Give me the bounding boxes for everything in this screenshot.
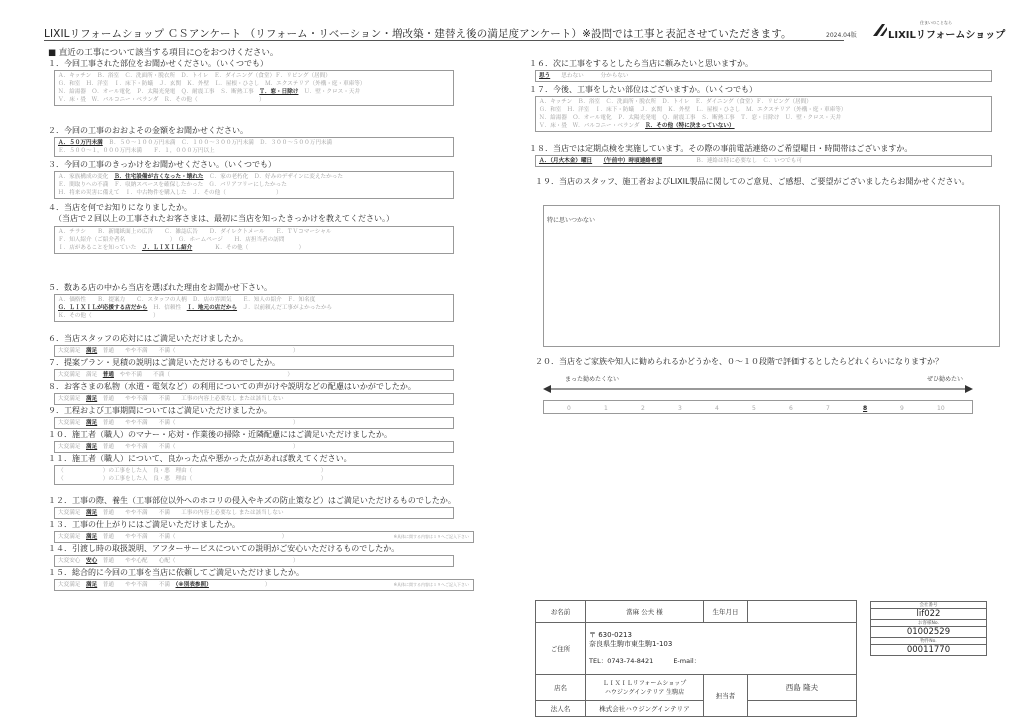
q17-option-line — [539, 106, 988, 114]
q5-label: ５．数ある店の中から当店を選ばれた理由をお聞かせ下さい。 — [48, 283, 272, 292]
q4-sublabel: （当店で２回以上の工事されたお客さまは、最初に当店を知ったきっかけを教えてください。） — [54, 214, 394, 223]
q20-label: ２０．当店をご家族や知人に勧められるかどうかを、０～１０段階で評価するとしたらどれくらいになりますか？ — [535, 357, 943, 366]
q14-label: １４．引渡し時の取扱説明、アフターサービスについての説明がご安心いただけるものでしたか。 — [48, 544, 400, 553]
comment-answer: 特に思いつかない — [547, 217, 596, 224]
selected-option[interactable]: 満足 — [85, 510, 98, 516]
birth-label: 生年月日 — [704, 601, 748, 623]
customer-info-table — [535, 600, 857, 717]
option-text[interactable]: Ｖ．床・畳 Ｗ．バルコニー・ベランダ — [539, 123, 646, 129]
name-value: 當麻 公夫 様 — [586, 601, 704, 623]
scale-tick[interactable]: 3 — [678, 405, 682, 412]
q4-option-line — [58, 244, 450, 252]
option-text[interactable]: 大変満足 — [58, 534, 86, 540]
scale-left-label: まった勧めたくない — [565, 376, 620, 383]
scale-tick[interactable]: 5 — [752, 405, 756, 412]
q10-option-line — [58, 443, 450, 451]
customer-no-label: お客様No. — [871, 620, 986, 627]
option-text[interactable]: Ａ．価格性 Ｂ．提案力 Ｃ．スタッフの人柄 Ｄ．店の雰囲気 Ｅ．知人の紹介 Ｆ．知名度 — [58, 297, 316, 303]
selected-option[interactable]: 満足 — [85, 420, 98, 426]
lixil-logo — [872, 20, 1006, 41]
q13-label: １３．工事の仕上がりにはご満足いただけましたか。 — [48, 520, 240, 529]
q3-option-line — [58, 181, 450, 189]
option-text[interactable]: Ａ．キッチン Ｂ．浴室 Ｃ．洗面所・脱衣所 Ｄ．トイレ Ｅ．ダイニング（食堂）Ｆ．リビング（居間） — [58, 73, 331, 79]
q4-label: ４．当店を何でお知りになりましたか。 — [48, 203, 192, 212]
birth-value — [748, 601, 857, 623]
option-text[interactable]: Ａ．家族構成の変化 — [58, 174, 114, 180]
scale-tick[interactable]: 0 — [567, 405, 571, 412]
option-text[interactable]: Ｅ．間取りへの不満 Ｆ．収納スペースを確保したかった Ｇ．バリアフリーにしたかった — [58, 182, 287, 188]
q1-option-line — [58, 96, 450, 104]
option-text[interactable]: Ｂ．５０～１００万円未満 Ｃ．１００～３００万円未満 Ｄ．３００～５００万円未満 — [102, 140, 333, 146]
q5-option-line — [58, 304, 450, 312]
q1-label: １．今回工事された部位をお聞かせください。（いくつでも） — [48, 59, 268, 68]
q19-label: １９．当店のスタッフ、施工者およびLIXIL製品に関してのご意見、ご感想、ご要望がございましたらお聞かせください。 — [535, 177, 970, 186]
address-value: 奈良県生駒市東生駒1-103 — [589, 640, 673, 648]
q13-answer-box — [54, 531, 474, 543]
option-text[interactable]: 大変満足 — [58, 510, 86, 516]
company-no-label: 会社番号 — [871, 602, 986, 609]
form-version: 2024.04版 — [826, 32, 857, 39]
option-text[interactable]: Ｇ．和室 Ｈ．洋室 Ｉ．床下・防蟻 Ｊ．玄関 Ｋ．外壁 Ｌ．屋根・ひさし Ｍ．エクステリア（外構・庭・車庫等） — [58, 81, 366, 87]
option-text[interactable]: Ｕ．壁・クロス・天井 — [298, 89, 360, 95]
option-text[interactable]: Ａ．キッチン Ｂ．浴室 Ｃ．洗面所・脱衣所 Ｄ．トイレ Ｅ．ダイニング（食堂）Ｆ．リビング（居間） — [539, 99, 812, 105]
q13-note: ※具体に関する内容は１９へご記入下さい — [393, 534, 469, 539]
q9-label: ９．工程および工事期間についてはご満足いただけましたか。 — [48, 406, 272, 415]
option-text[interactable]: 思わない 分からない — [550, 73, 629, 79]
option-text[interactable]: 普通 やや不満 不満（ ） — [97, 348, 299, 354]
option-text[interactable]: 大変満足 — [58, 420, 86, 426]
q14-answer-box — [54, 555, 454, 567]
q6-answer-box — [54, 345, 454, 357]
selected-option[interactable]: 満足 — [85, 348, 98, 354]
option-text[interactable]: Ｋ．その他（ ） — [192, 245, 305, 251]
q11-answer-box — [54, 465, 454, 485]
logo-name: LIXILリフォームショップ — [888, 30, 1006, 41]
selected-option[interactable]: Ａ．（月火木金）曜日 — [539, 158, 593, 164]
q3-answer-box — [54, 171, 454, 199]
q1-option-line — [58, 80, 450, 88]
customer-no-value: 01002529 — [871, 627, 986, 638]
option-text[interactable]: Ｃ．家の老朽化 Ｄ．好みのデザインに変えたかった — [203, 174, 343, 180]
q6-label: ６．当店スタッフの応対にはご満足いただけましたか。 — [48, 334, 248, 343]
q4-option-line — [58, 228, 450, 236]
q10-label: １０．施工者（職人）のマナー・応対・作業後の掃除・近隣配慮にはご満足いただけましたか。 — [48, 430, 392, 439]
q11-option-line — [58, 475, 450, 483]
option-text[interactable]: Ｎ．給湯器 Ｏ．オール電化 Ｐ．太陽光発電 Ｑ．耐震工事 Ｓ．断熱工事 — [58, 89, 260, 95]
option-text[interactable]: 大変安心 — [58, 558, 86, 564]
option-text[interactable]: Ｋ．その他（ ） — [58, 313, 159, 319]
selected-option[interactable]: 満足 — [85, 534, 98, 540]
q5-option-line — [58, 296, 450, 304]
q2-answer-box — [54, 137, 454, 157]
title-rule — [44, 40, 844, 41]
scale-tick[interactable]: 7 — [826, 405, 830, 412]
q3-label: ３．今回の工事のきっかけをお聞かせください。（いくつでも） — [48, 160, 276, 169]
scale-tick[interactable]: 8 — [863, 405, 868, 412]
selected-option[interactable]: Ｊ．ＬＩＸＩＬ紹介 — [141, 245, 193, 251]
option-text[interactable]: やや不満 不満（ ） — [113, 372, 293, 378]
q15-answer-box — [54, 579, 474, 591]
scale-tick[interactable]: 4 — [715, 405, 719, 412]
selected-option[interactable]: （※別表参照） — [175, 582, 209, 588]
q17-option-line — [539, 122, 988, 130]
scale-tick[interactable]: 1 — [604, 405, 608, 412]
option-text[interactable]: 普通 やや心配 心配（ ） — [97, 558, 299, 564]
option-text[interactable]: （ ）の工事をした人 良・悪 理由（ ） — [58, 468, 327, 474]
address-label: ご住所 — [536, 623, 586, 675]
store-line2: ハウジングインテリア 生駒店 — [604, 688, 685, 696]
selected-option[interactable]: 満足 — [85, 396, 98, 402]
selected-option[interactable]: Ｂ．住宅設備が古くなった・壊れた — [113, 174, 204, 180]
scale-tick[interactable]: 9 — [900, 405, 904, 412]
q1-option-line — [58, 88, 450, 96]
code-block — [870, 601, 987, 656]
option-text[interactable]: Ｈ．将来の災害に備えて Ｉ．中古物件を購入した Ｊ．その他（ ） — [58, 190, 282, 196]
q17-option-line — [539, 98, 988, 106]
option-text[interactable]: 普通 やや不満 不満 工事の内容上必要なし または該当しない — [97, 510, 284, 516]
q18-answer-box — [535, 155, 992, 167]
property-no-value: 00011770 — [871, 645, 986, 656]
section-heading: ■ 直近の工事について該当する項目に○をおつけください。 — [48, 48, 279, 58]
selected-option[interactable]: 思う — [539, 73, 551, 79]
option-text[interactable] — [592, 158, 603, 164]
q17-label: １７．今後、工事をしたい部位はございますか。（いくつでも） — [529, 85, 757, 94]
q10-answer-box — [54, 441, 454, 453]
scale-tick[interactable]: 6 — [789, 405, 793, 412]
q5-option-line — [58, 312, 450, 320]
q12-label: １２．工事の際、養生（工事部位以外へのホコリの侵入やキズの防止策など）はご満足いただけるものでしたか。 — [48, 496, 456, 505]
scale-arrow — [543, 384, 973, 394]
q16-label: １６．次に工事をするとしたら当店に頼みたいと思いますか。 — [529, 59, 753, 68]
selected-option[interactable]: Ｔ．窓・日除け — [259, 89, 299, 95]
q3-option-line — [58, 189, 450, 197]
q12-answer-box — [54, 507, 454, 519]
option-text[interactable]: 大変満足 — [58, 582, 86, 588]
q15-label: １５．総合的に今回の工事を当店に依頼してご満足いただけましたか。 — [48, 568, 304, 577]
q17-option-line — [539, 114, 988, 122]
q2-option-line — [58, 139, 450, 147]
corp-label: 法人名 — [536, 701, 586, 717]
q8-label: ８．お客さまの私物（水道・電気など）の利用についての声がけや説明などの配慮はいかがでしたか。 — [48, 382, 416, 391]
company-no-value: lif022 — [871, 609, 986, 620]
q11-option-line — [58, 467, 450, 475]
option-text[interactable]: 普通 やや不満 不満（ ） — [97, 444, 299, 450]
corp-blank — [748, 701, 857, 717]
corp-value: 株式会社ハウジングインテリア — [586, 701, 704, 717]
option-text[interactable]: 大変満足 — [58, 396, 86, 402]
option-text[interactable]: Ａ．チラシ Ｂ．新聞紙面上の広告 Ｃ．雑誌広告 Ｄ．ダイレクトメール Ｅ．ＴＶコマーシャル — [58, 229, 332, 235]
selected-option[interactable]: （午前中）時頃連絡希望 — [603, 158, 663, 164]
option-text[interactable]: （ ）の工事をした人 良・悪 理由（ ） — [58, 476, 327, 482]
q7-label: ７．提案プラン・見積の説明はご満足いただけるものでしたか。 — [48, 358, 280, 367]
scale-tick[interactable]: 10 — [937, 405, 945, 412]
selected-option[interactable]: 安心 — [85, 558, 98, 564]
swoosh-icon — [872, 23, 888, 37]
selected-option[interactable]: Ｒ．その他（特に決まっていない） — [645, 123, 735, 129]
q11-label: １１．施工者（職人）について、良かった点や悪かった点があれば教えてください。 — [48, 454, 352, 463]
q4-answer-box — [54, 226, 454, 254]
q16-answer-box — [535, 70, 992, 82]
selected-option[interactable]: 満足 — [85, 582, 98, 588]
option-text[interactable]: Ｈ．信頼性 — [147, 305, 187, 311]
option-text[interactable]: Ｎ．給湯器 Ｏ．オール電化 Ｐ．太陽光発電 Ｑ．耐震工事 Ｓ．断熱工事 Ｔ．窓・日除け Ｕ．壁・クロス・天井 — [539, 115, 841, 121]
selected-option[interactable]: Ａ．５０万円未満 — [58, 140, 103, 146]
selected-option[interactable]: 満足 — [85, 444, 98, 450]
q8-answer-box — [54, 393, 454, 405]
selected-option[interactable]: 普通 — [102, 372, 114, 378]
postal-code: 〒 630-0213 — [589, 631, 632, 639]
staff-label: 担当者 — [704, 675, 748, 717]
option-text[interactable]: 普通 やや不満 不満（ ） — [97, 420, 299, 426]
option-text[interactable]: 普通 やや不満 不満（ ） — [97, 534, 288, 540]
option-text[interactable]: 大変満足 満足 — [58, 372, 103, 378]
q7-answer-box — [54, 369, 454, 381]
q7-option-line — [58, 371, 450, 379]
option-text[interactable]: Ｇ．和室 Ｈ．洋室 Ｉ．床下・防蟻 Ｊ．玄関 Ｋ．外壁 Ｌ．屋根・ひさし Ｍ．エクステリア（外構・庭・車庫等） — [539, 107, 847, 113]
q4-option-line — [58, 236, 450, 244]
q15-note: ※具体に関する内容は１９へご記入下さい — [393, 582, 469, 587]
option-text[interactable]: ） — [208, 582, 271, 588]
store-line1: ＬＩＸＩＬリフォームショップ — [602, 679, 687, 687]
option-text[interactable]: Ｂ．連絡は特に必要なし Ｃ．いつでも可 — [662, 158, 802, 164]
store-label: 店名 — [536, 675, 586, 701]
q12-option-line — [58, 509, 450, 517]
q2-option-line — [58, 147, 450, 155]
q8-option-line — [58, 395, 450, 403]
name-label: お名前 — [536, 601, 586, 623]
option-text[interactable]: Ｆ．知人紹介（ご紹介者名 ） Ｇ．ホームページ Ｈ．店担当者の訪問 — [58, 237, 285, 243]
q5-answer-box — [54, 294, 454, 322]
q6-option-line — [58, 347, 450, 355]
survey-title: LIXILリフォームショップ ＣＳアンケート （リフォーム・リベーション・増改築・建替え後の満足度アンケート）※設問では工事と表記させていただきます。 — [44, 28, 792, 40]
comment-box[interactable] — [543, 205, 1000, 347]
scale-right-label: ぜひ勧めたい — [926, 376, 963, 383]
tel-value: TEL：0743-74-8421 — [589, 657, 654, 665]
option-text[interactable]: 大変満足 — [58, 348, 86, 354]
q3-option-line — [58, 173, 450, 181]
q18-label: １８．当店では定期点検を実施しています。その際の事前電話連絡のご希望曜日・時間帯はございますか。 — [529, 144, 913, 153]
staff-value: 西島 隆夫 — [748, 675, 857, 701]
q18-option-line — [539, 157, 988, 165]
selected-option[interactable]: Ｉ．地元の店だから — [186, 305, 238, 311]
q9-option-line — [58, 419, 450, 427]
q17-answer-box — [535, 96, 992, 132]
selected-option[interactable]: Ｇ．ＬＩＸＩＬが応援する店だから — [58, 305, 148, 311]
option-text[interactable]: Ｅ．５００～１，０００万円未満 Ｆ．１，０００万円以上 — [58, 148, 215, 154]
option-text[interactable]: 普通 やや不満 不満 工事の内容上必要なし または該当しない — [97, 396, 284, 402]
q14-option-line — [58, 557, 450, 565]
scale-tick[interactable]: 2 — [641, 405, 645, 412]
option-text[interactable]: 大変満足 — [58, 444, 86, 450]
q1-answer-box — [54, 70, 454, 106]
option-text[interactable]: 普通 やや不満 不満 — [97, 582, 176, 588]
q16-option-line — [539, 72, 988, 80]
property-no-label: 物件No. — [871, 638, 986, 645]
option-text[interactable]: Ｖ．床・畳 Ｗ．バルコニー・ベランダ Ｒ．その他（ ） — [58, 97, 265, 103]
q2-label: ２．今回の工事のおおよその金額をお聞かせください。 — [48, 126, 248, 135]
email-label: E-mail： — [673, 657, 701, 665]
q9-answer-box — [54, 417, 454, 429]
option-text[interactable]: Ｉ．店があることを知っていた — [58, 245, 142, 251]
q1-option-line — [58, 72, 450, 80]
logo-tagline: 住まいのことなら — [920, 20, 952, 25]
option-text[interactable]: Ｊ．以前頼んだ工事がよかったから — [237, 305, 333, 311]
